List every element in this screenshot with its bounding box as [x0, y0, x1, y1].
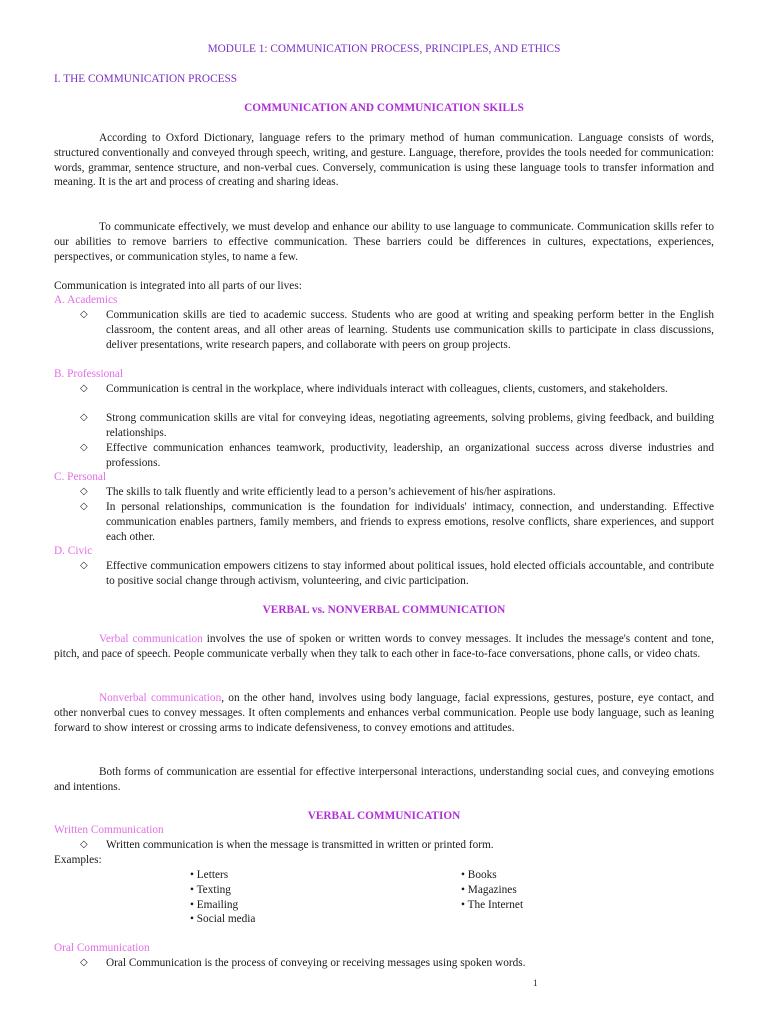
example-item: • The Internet — [461, 898, 524, 911]
example-item: • Books — [461, 869, 497, 881]
list-item: Oral Communication is the process of conveying or receiving messages using spoken words. — [106, 957, 526, 969]
list-item: Communication is central in the workplace, where individuals interact with colleagues, clients, customers, and stakeholders. — [106, 383, 668, 395]
heading-verbal-vs-nonverbal: VERBAL vs. NONVERBAL COMMUNICATION — [262, 604, 506, 616]
heading-verbal-communication: VERBAL COMMUNICATION — [307, 810, 461, 822]
page-number: 1 — [533, 978, 538, 988]
integrated-intro: Communication is integrated into all parts of our lives: — [54, 280, 302, 292]
verbal-description: involves the use of spoken or written words to convey messages. It includes the message's content and tone, pitch, and pace of speech. People communicate verbally when they talk to each other in face-to-face conversations, phone calls, or video chats. — [54, 633, 715, 660]
diamond-bullet-icon: ◇ — [80, 957, 88, 968]
paragraph-communication-skills: To communicate effectively, we must develop and enhance our ability to use language to communicate. Communication skills refer to our abilities to remove barriers to effective communication. These barriers could be differences in cultures, expectations, experiences, perspectives, or communication styles, to name a few. — [54, 221, 714, 263]
examples-left-column — [190, 868, 255, 927]
list-item: Effective communication empowers citizens to stay informed about political issues, hold elected officials accountable, and contribute to positive social change through activism, volunteering, and civic participation. — [106, 560, 714, 587]
list-item: Communication skills are tied to academic success. Students who are good at writing and speaking perform better in the English classroom, the content areas, and all other areas of learning. Students use communication skills to participate in class discussions, deliver presentations, write research papers, and collaborate with peers on group projects. — [106, 309, 714, 351]
module-title: MODULE 1: COMMUNICATION PROCESS, PRINCIPLES, AND ETHICS — [207, 43, 561, 55]
example-item: • Magazines — [461, 883, 517, 896]
diamond-bullet-icon: ◇ — [80, 309, 88, 320]
category-personal: C. Personal — [54, 471, 107, 483]
diamond-bullet-icon: ◇ — [80, 501, 88, 512]
list-item: The skills to talk fluently and write efficiently lead to a person’s achievement of his/her aspirations. — [106, 486, 556, 498]
category-civic: D. Civic — [54, 545, 93, 557]
examples-label: Examples: — [54, 854, 102, 866]
category-professional: B. Professional — [54, 368, 124, 380]
section-title: I. THE COMMUNICATION PROCESS — [54, 73, 238, 85]
heading-communication-skills: COMMUNICATION AND COMMUNICATION SKILLS — [244, 102, 524, 114]
paragraph-verbal-communication — [54, 632, 714, 662]
diamond-bullet-icon: ◇ — [80, 560, 88, 571]
list-item: In personal relationships, communication is the foundation for individuals' intimacy, connection, and understanding. Effective communication enables partners, family members, and friends to express emotions, resolve conflicts, share experiences, and support each other. — [106, 501, 714, 543]
list-item: Strong communication skills are vital for conveying ideas, negotiating agreements, solving problems, giving feedback, and building relationships. — [106, 412, 714, 439]
nonverbal-description: , on the other hand, involves using body language, facial expressions, gestures, posture, eye contact, and other nonverbal cues to convey messages. It often complements and enhances verbal communication. People use body language, such as leaning forward to show interest or crossing arms to indicate defensiveness, to convey emotions and attitudes. — [54, 692, 714, 734]
oral-communication-heading: Oral Communication — [54, 942, 150, 954]
written-communication-heading: Written Communication — [54, 824, 164, 836]
paragraph-language-definition: According to Oxford Dictionary, language refers to the primary method of human communication. Language consists of words, structured conventionally and conveyed through speech, writing, and gesture. Language, therefore, provides the tools needed for communication: words, grammar, sentence structure, and non-verbal cues. Conversely, communication is using these language tools to transfer information and meaning. It is the art and process of creating and sharing ideas. — [54, 132, 714, 189]
examples-right-column — [461, 868, 523, 912]
paragraph-both-forms: Both forms of communication are essential for effective interpersonal interactions, understanding social cues, and conveying emotions and intentions. — [54, 766, 714, 793]
list-item: Written communication is when the message is transmitted in written or printed form. — [106, 839, 494, 851]
term-verbal-communication: Verbal communication — [99, 633, 203, 645]
diamond-bullet-icon: ◇ — [80, 383, 88, 394]
category-academics: A. Academics — [54, 294, 118, 306]
diamond-bullet-icon: ◇ — [80, 442, 88, 453]
example-item: • Emailing — [190, 898, 239, 911]
diamond-bullet-icon: ◇ — [80, 839, 88, 850]
diamond-bullet-icon: ◇ — [80, 486, 88, 497]
term-nonverbal-communication: Nonverbal communication — [99, 692, 222, 704]
example-item: • Letters — [190, 869, 229, 881]
list-item: Effective communication enhances teamwork, productivity, leadership, an organizational success across diverse industries and professions. — [106, 442, 714, 469]
paragraph-nonverbal-communication — [54, 691, 714, 735]
example-item: • Texting — [190, 883, 231, 896]
example-item: • Social media — [190, 913, 256, 926]
diamond-bullet-icon: ◇ — [80, 412, 88, 423]
